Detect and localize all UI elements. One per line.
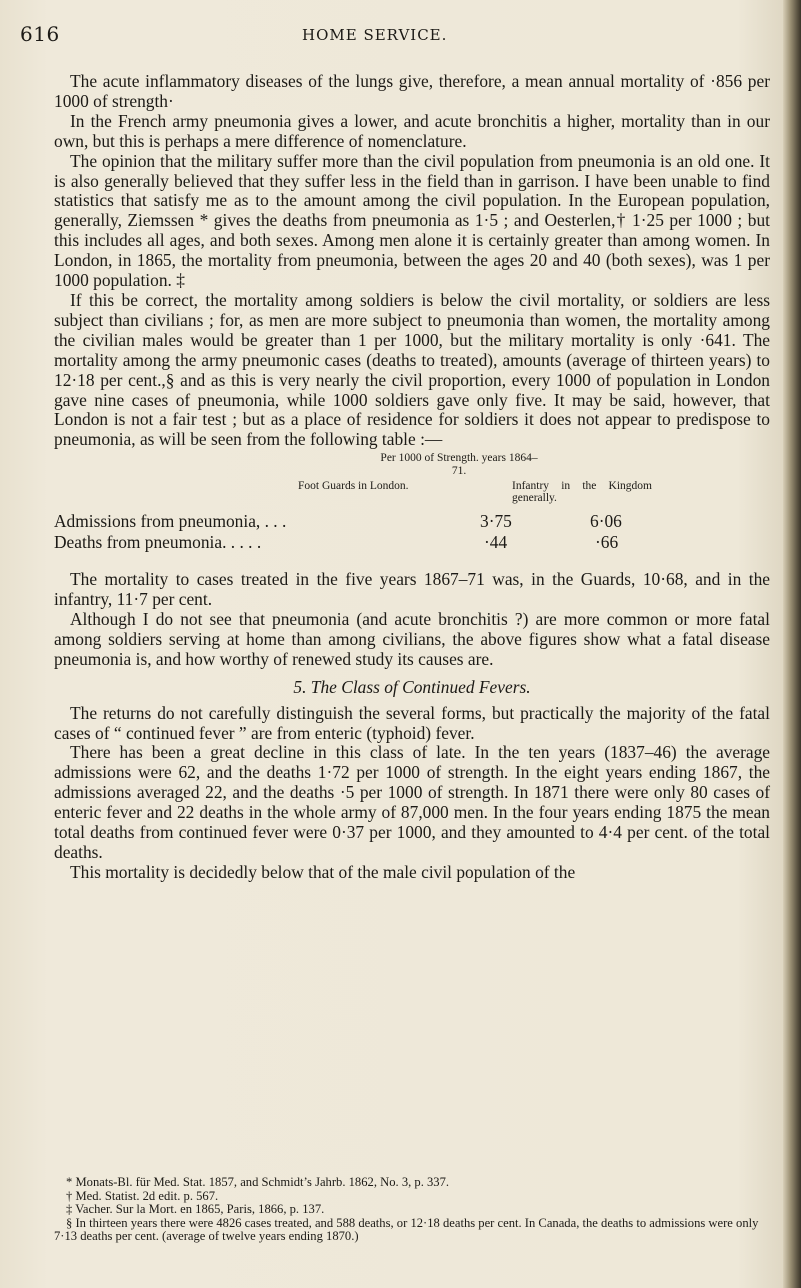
footnote: † Med. Statist. 2d edit. p. 567.	[66, 1188, 219, 1203]
main-text	[54, 72, 770, 883]
footnotes	[54, 1176, 770, 1244]
paragraph: The mortality to cases treated in the five years 1867–71 was, in the Guards, 10·68, and in the infantry, 11·7 per cent.	[54, 569, 770, 610]
footnote: * Monats-Bl. für Med. Stat. 1857, and Schmidt’s Jahrb. 1862, No. 3, p. 337.	[66, 1175, 450, 1189]
table-row-label: Deaths from pneumonia. . . . .	[54, 532, 262, 553]
table-row-label: Admissions from pneumonia, . . .	[54, 511, 287, 532]
table-caption: Per 1000 of Strength. years 1864–71.	[380, 452, 538, 478]
paragraph: The acute inflammatory diseases of the lungs give, therefore, a mean annual mortality of ·856 per 1000 of strength·	[54, 71, 770, 111]
table-header-infantry: Infantry in the Kingdom generally.	[512, 480, 652, 505]
page-number: 616	[20, 22, 60, 46]
paragraph: The returns do not carefully distinguish the several forms, but practically the majority of the fatal cases of “ continued fever ” are from enteric (typhoid) fever.	[54, 702, 770, 743]
section-heading-text: 5. The Class of Continued Fevers.	[293, 676, 531, 697]
pneumonia-table	[54, 450, 770, 570]
table-header-guards: Foot Guards in London.	[298, 480, 409, 493]
page-header	[0, 22, 801, 46]
table-cell: 3·75	[480, 511, 512, 532]
paragraph: This mortality is decidedly below that of the male civil population of the	[70, 861, 576, 882]
footnote: § In thirteen years there were 4826 cases treated, and 588 deaths, or 12·18 deaths per cent. In Canada, the deaths to admissions were only 7·13 deaths per cent. (average of twelve years ending 1870.)	[54, 1215, 759, 1244]
paragraph: There has been a great decline in this class of late. In the ten years (1837–46) the average admissions were 62, and the deaths 1·72 per 1000 of strength. In the eight years ending 1867, the admissions averaged 22, and the deaths ·5 per 1000 of strength. In 1871 there were only 80 cases of enteric fever and 22 deaths in the whole army of 87,000 men. In the four years ending 1875 the mean total deaths from continued fever were 0·37 per 1000, and they amounted to 4·4 per cent. of the total deaths.	[54, 742, 770, 862]
section-heading	[54, 678, 770, 698]
paragraph: In the French army pneumonia gives a lower, and acute bronchitis a higher, mortality than in our own, but this is perhaps a mere difference of nomenclature.	[54, 110, 770, 151]
paragraph: The opinion that the military suffer more than the civil population from pneumonia is an old one. It is also generally believed that they suffer less in the field than in garrison. I have been unable to find statistics that satisfy me as to the amount among the civil population. In the European population, generally, Ziemssen * gives the deaths from pneumonia as 1·5 ; and Oesterlen,† 1·25 per 1000 ; but this includes all ages, and both sexes. Among men alone it is certainly greater than among women. In London, in 1865, the mortality from pneumonia, between the ages 20 and 40 (both sexes), was 1 per 1000 population. ‡	[54, 150, 770, 291]
table-cell: 6·06	[590, 511, 622, 532]
paragraph: If this be correct, the mortality among soldiers is below the civil mortality, or soldiers are less subject than civilians ; for, as men are more subject to pneumonia than women, the mortality among the civilian males would be greater than 1 per 1000, but the military mortality is only ·641. The mortality among the army pneumonic cases (deaths to treated), amounts (average of thirteen years) to 12·18 per cent.,§ and as this is very nearly the civil proportion, every 1000 of population in London gave nine cases of pneumonia, while 1000 soldiers gave only five. It may be said, however, that London is not a fair test ; but as a place of residence for soldiers it does not appear to predispose to pneumonia, as will be seen from the following table :—	[54, 289, 770, 450]
paragraph: Although I do not see that pneumonia (and acute bronchitis ?) are more common or more fatal among soldiers serving at home than among civilians, the above figures show what a fatal disease pneumonia is, and how worthy of renewed study its causes are.	[54, 609, 770, 669]
page-edge-shadow	[783, 0, 801, 1288]
running-title: HOME SERVICE.	[302, 26, 448, 44]
footnote: ‡ Vacher. Sur la Mort. en 1865, Paris, 1866, p. 137.	[66, 1202, 325, 1217]
table-cell: ·44	[484, 532, 508, 553]
table-cell: ·66	[595, 532, 619, 553]
